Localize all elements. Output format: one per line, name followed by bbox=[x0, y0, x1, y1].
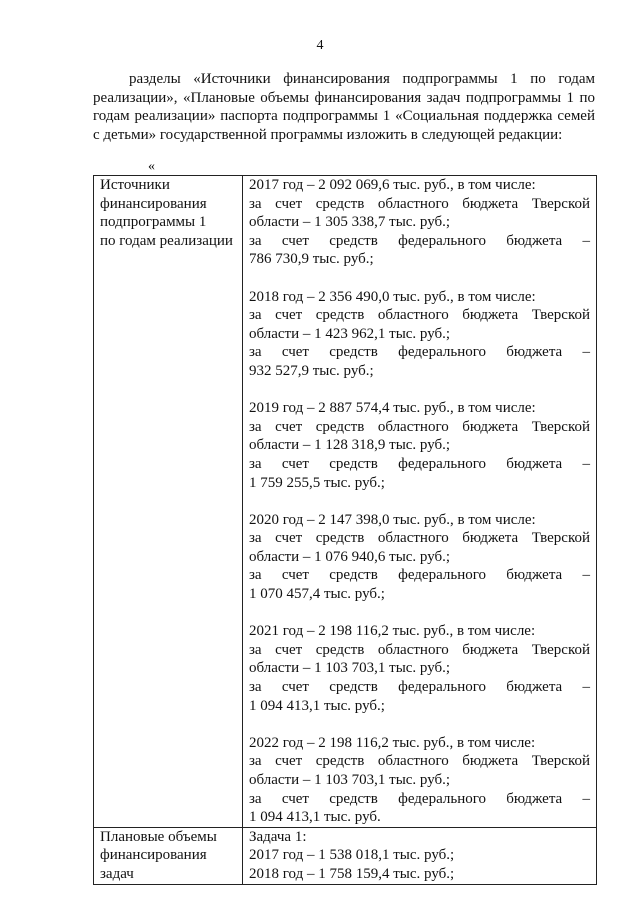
year-block-2022 bbox=[249, 734, 590, 827]
regional-budget-amount: области – 1 103 703,1 тыс. руб.; bbox=[249, 772, 451, 788]
federal-budget-line: за счет средств федерального бюджета – bbox=[249, 790, 590, 807]
regional-budget-amount: области – 1 103 703,1 тыс. руб.; bbox=[249, 660, 451, 677]
federal-budget-amount: 1 070 457,4 тыс. руб.; bbox=[249, 586, 385, 603]
federal-budget-line: за счет средств федерального бюджета – bbox=[249, 232, 590, 249]
year-block-2020 bbox=[249, 511, 590, 623]
page-number: 4 bbox=[316, 38, 324, 53]
funding-sources-content-cell bbox=[243, 176, 597, 828]
task-heading: Задача 1: bbox=[249, 828, 307, 845]
label-line: по годам реализации bbox=[100, 232, 233, 249]
label-line: подпрограммы 1 bbox=[100, 214, 207, 231]
federal-budget-amount: 1 094 413,1 тыс. руб. bbox=[249, 809, 381, 826]
label-line: Плановые объемы bbox=[100, 828, 217, 845]
label-line: финансирования bbox=[100, 847, 207, 864]
federal-budget-amount: 1 759 255,5 тыс. руб.; bbox=[249, 474, 385, 491]
federal-budget-amount: 1 094 413,1 тыс. руб.; bbox=[249, 697, 385, 714]
year-block-2017 bbox=[249, 176, 590, 288]
passport-table bbox=[93, 175, 597, 885]
regional-budget-amount: области – 1 128 318,9 тыс. руб.; bbox=[249, 437, 451, 454]
year-total-line: 2021 год – 2 198 116,2 тыс. руб., в том числе: bbox=[249, 623, 536, 640]
federal-budget-line: за счет средств федерального бюджета – bbox=[249, 344, 590, 361]
federal-budget-amount: 786 730,9 тыс. руб.; bbox=[249, 251, 374, 268]
federal-budget-line: за счет средств федерального бюджета – bbox=[249, 455, 590, 472]
intro-paragraph: разделы «Источники финансирования подпрограммы 1 по годам реализации», «Плановые объемы финансирования задач подпрограммы 1 по годам реализации» паспорта подпрограммы 1 «Социальная поддержка семей с детьми» государственной программы изложить в следующей редакции: bbox=[93, 71, 595, 143]
regional-budget-amount: области – 1 076 940,6 тыс. руб.; bbox=[249, 548, 451, 565]
label-line: Источники bbox=[100, 177, 170, 193]
funding-sources-label-cell bbox=[94, 176, 243, 828]
regional-budget-amount: области – 1 423 962,1 тыс. руб.; bbox=[249, 325, 451, 342]
label-line: задач bbox=[100, 865, 134, 882]
year-total-line: 2022 год – 2 198 116,2 тыс. руб., в том числе: bbox=[249, 734, 536, 751]
table-row-planned-volumes bbox=[94, 827, 597, 884]
regional-budget-line: за счет средств областного бюджета Тверской bbox=[249, 307, 590, 324]
year-total-line: 2017 год – 2 092 069,6 тыс. руб., в том числе: bbox=[249, 177, 536, 193]
regional-budget-line: за счет средств областного бюджета Тверской bbox=[249, 418, 590, 435]
planned-volumes-label-cell bbox=[94, 827, 243, 884]
federal-budget-line: за счет средств федерального бюджета – bbox=[249, 679, 590, 696]
year-block-2019 bbox=[249, 399, 590, 511]
federal-budget-amount: 932 527,9 тыс. руб.; bbox=[249, 362, 374, 379]
label-line: финансирования bbox=[100, 195, 207, 212]
year-block-2021 bbox=[249, 622, 590, 734]
regional-budget-line: за счет средств областного бюджета Тверской bbox=[249, 530, 590, 547]
year-block-2018 bbox=[249, 288, 590, 400]
year-total-line: 2019 год – 2 887 574,4 тыс. руб., в том числе: bbox=[249, 400, 536, 417]
regional-budget-line: за счет средств областного бюджета Тверской bbox=[249, 641, 590, 658]
task-year-amount: 2017 год – 1 538 018,1 тыс. руб.; bbox=[249, 847, 455, 864]
regional-budget-line: за счет средств областного бюджета Тверской bbox=[249, 753, 590, 770]
table-row-funding-sources bbox=[94, 176, 597, 828]
opening-quote-mark: « bbox=[148, 159, 155, 174]
regional-budget-line: за счет средств областного бюджета Тверской bbox=[249, 195, 590, 212]
year-total-line: 2020 год – 2 147 398,0 тыс. руб., в том числе: bbox=[249, 511, 536, 528]
planned-volumes-content-cell bbox=[243, 827, 597, 884]
year-total-line: 2018 год – 2 356 490,0 тыс. руб., в том числе: bbox=[249, 288, 536, 305]
federal-budget-line: за счет средств федерального бюджета – bbox=[249, 567, 590, 584]
regional-budget-amount: области – 1 305 338,7 тыс. руб.; bbox=[249, 214, 451, 231]
task-year-amount: 2018 год – 1 758 159,4 тыс. руб.; bbox=[249, 865, 455, 882]
